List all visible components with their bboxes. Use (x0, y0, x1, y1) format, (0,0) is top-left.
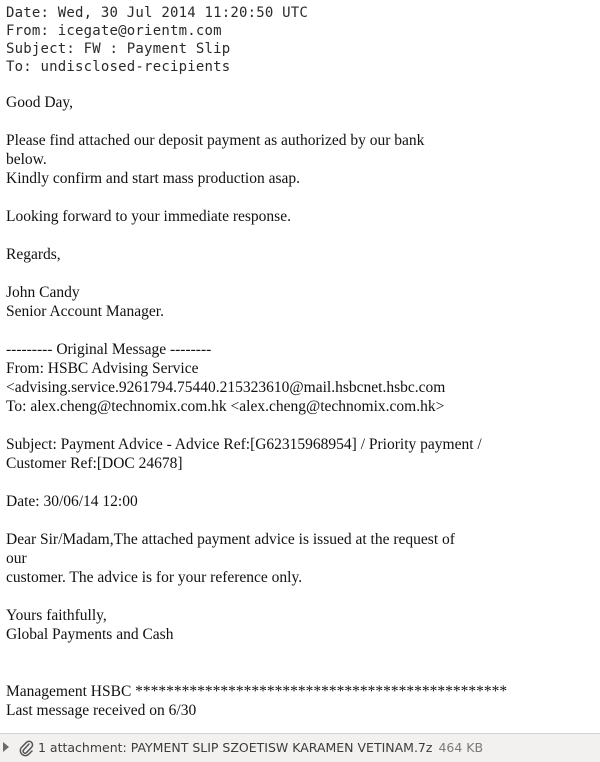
attachment-summary[interactable] (38, 740, 483, 755)
body-line: Global Payments and Cash (6, 626, 174, 643)
body-line: Customer Ref:[DOC 24678] (6, 455, 183, 472)
body-line: --------- Original Message -------- (6, 341, 212, 358)
body-line: Regards, (6, 246, 61, 263)
email-headers (6, 4, 308, 76)
header-to: To: undisclosed-recipients (6, 59, 231, 75)
body-line (6, 644, 596, 663)
body-line (6, 226, 596, 245)
body-line: From: HSBC Advising Service (6, 360, 199, 377)
paperclip-icon (18, 739, 34, 757)
body-line (6, 321, 596, 340)
header-subject: Subject: FW : Payment Slip (6, 41, 231, 57)
body-line: Date: 30/06/14 12:00 (6, 493, 138, 510)
body-line: <advising.service.9261794.75440.215323610@mail.hsbcnet.hsbc.com (6, 379, 446, 396)
header-from: From: icegate@orientm.com (6, 23, 222, 39)
body-line: Good Day, (6, 94, 74, 111)
body-line (6, 112, 596, 131)
email-body (6, 93, 596, 720)
body-line (6, 188, 596, 207)
body-line (6, 473, 596, 492)
body-line: Management HSBC ************************************************ (6, 683, 508, 700)
body-line: Senior Account Manager. (6, 303, 164, 320)
body-line: Last message received on 6/30 (6, 702, 197, 719)
body-line: To: alex.cheng@technomix.com.hk <alex.cheng@technomix.com.hk> (6, 398, 445, 415)
header-date: Date: Wed, 30 Jul 2014 11:20:50 UTC (6, 5, 309, 21)
attachment-label[interactable]: 1 attachment: PAYMENT SLIP SZOETISW KARAMEN VETINAM.7z (38, 740, 433, 755)
body-line: Please find attached our deposit payment as authorized by our bank (6, 132, 425, 149)
body-line: our (6, 550, 27, 567)
body-line: John Candy (6, 284, 80, 301)
body-line: customer. The advice is for your reference only. (6, 569, 303, 586)
attachment-size: 464 KB (438, 740, 484, 755)
body-line: Looking forward to your immediate response. (6, 208, 291, 225)
body-line: Dear Sir/Madam,The attached payment advice is issued at the request of (6, 531, 455, 548)
body-line: below. (6, 151, 47, 168)
body-line (6, 511, 596, 530)
body-line (6, 416, 596, 435)
body-line: Subject: Payment Advice - Advice Ref:[G62315968954] / Priority payment / (6, 436, 482, 453)
body-line (6, 663, 596, 682)
triangle-right-icon[interactable] (3, 742, 9, 752)
body-line: Yours faithfully, (6, 607, 107, 624)
body-line (6, 264, 596, 283)
body-line: Kindly confirm and start mass production asap. (6, 170, 301, 187)
attachment-bar[interactable] (0, 733, 600, 762)
body-line (6, 587, 596, 606)
